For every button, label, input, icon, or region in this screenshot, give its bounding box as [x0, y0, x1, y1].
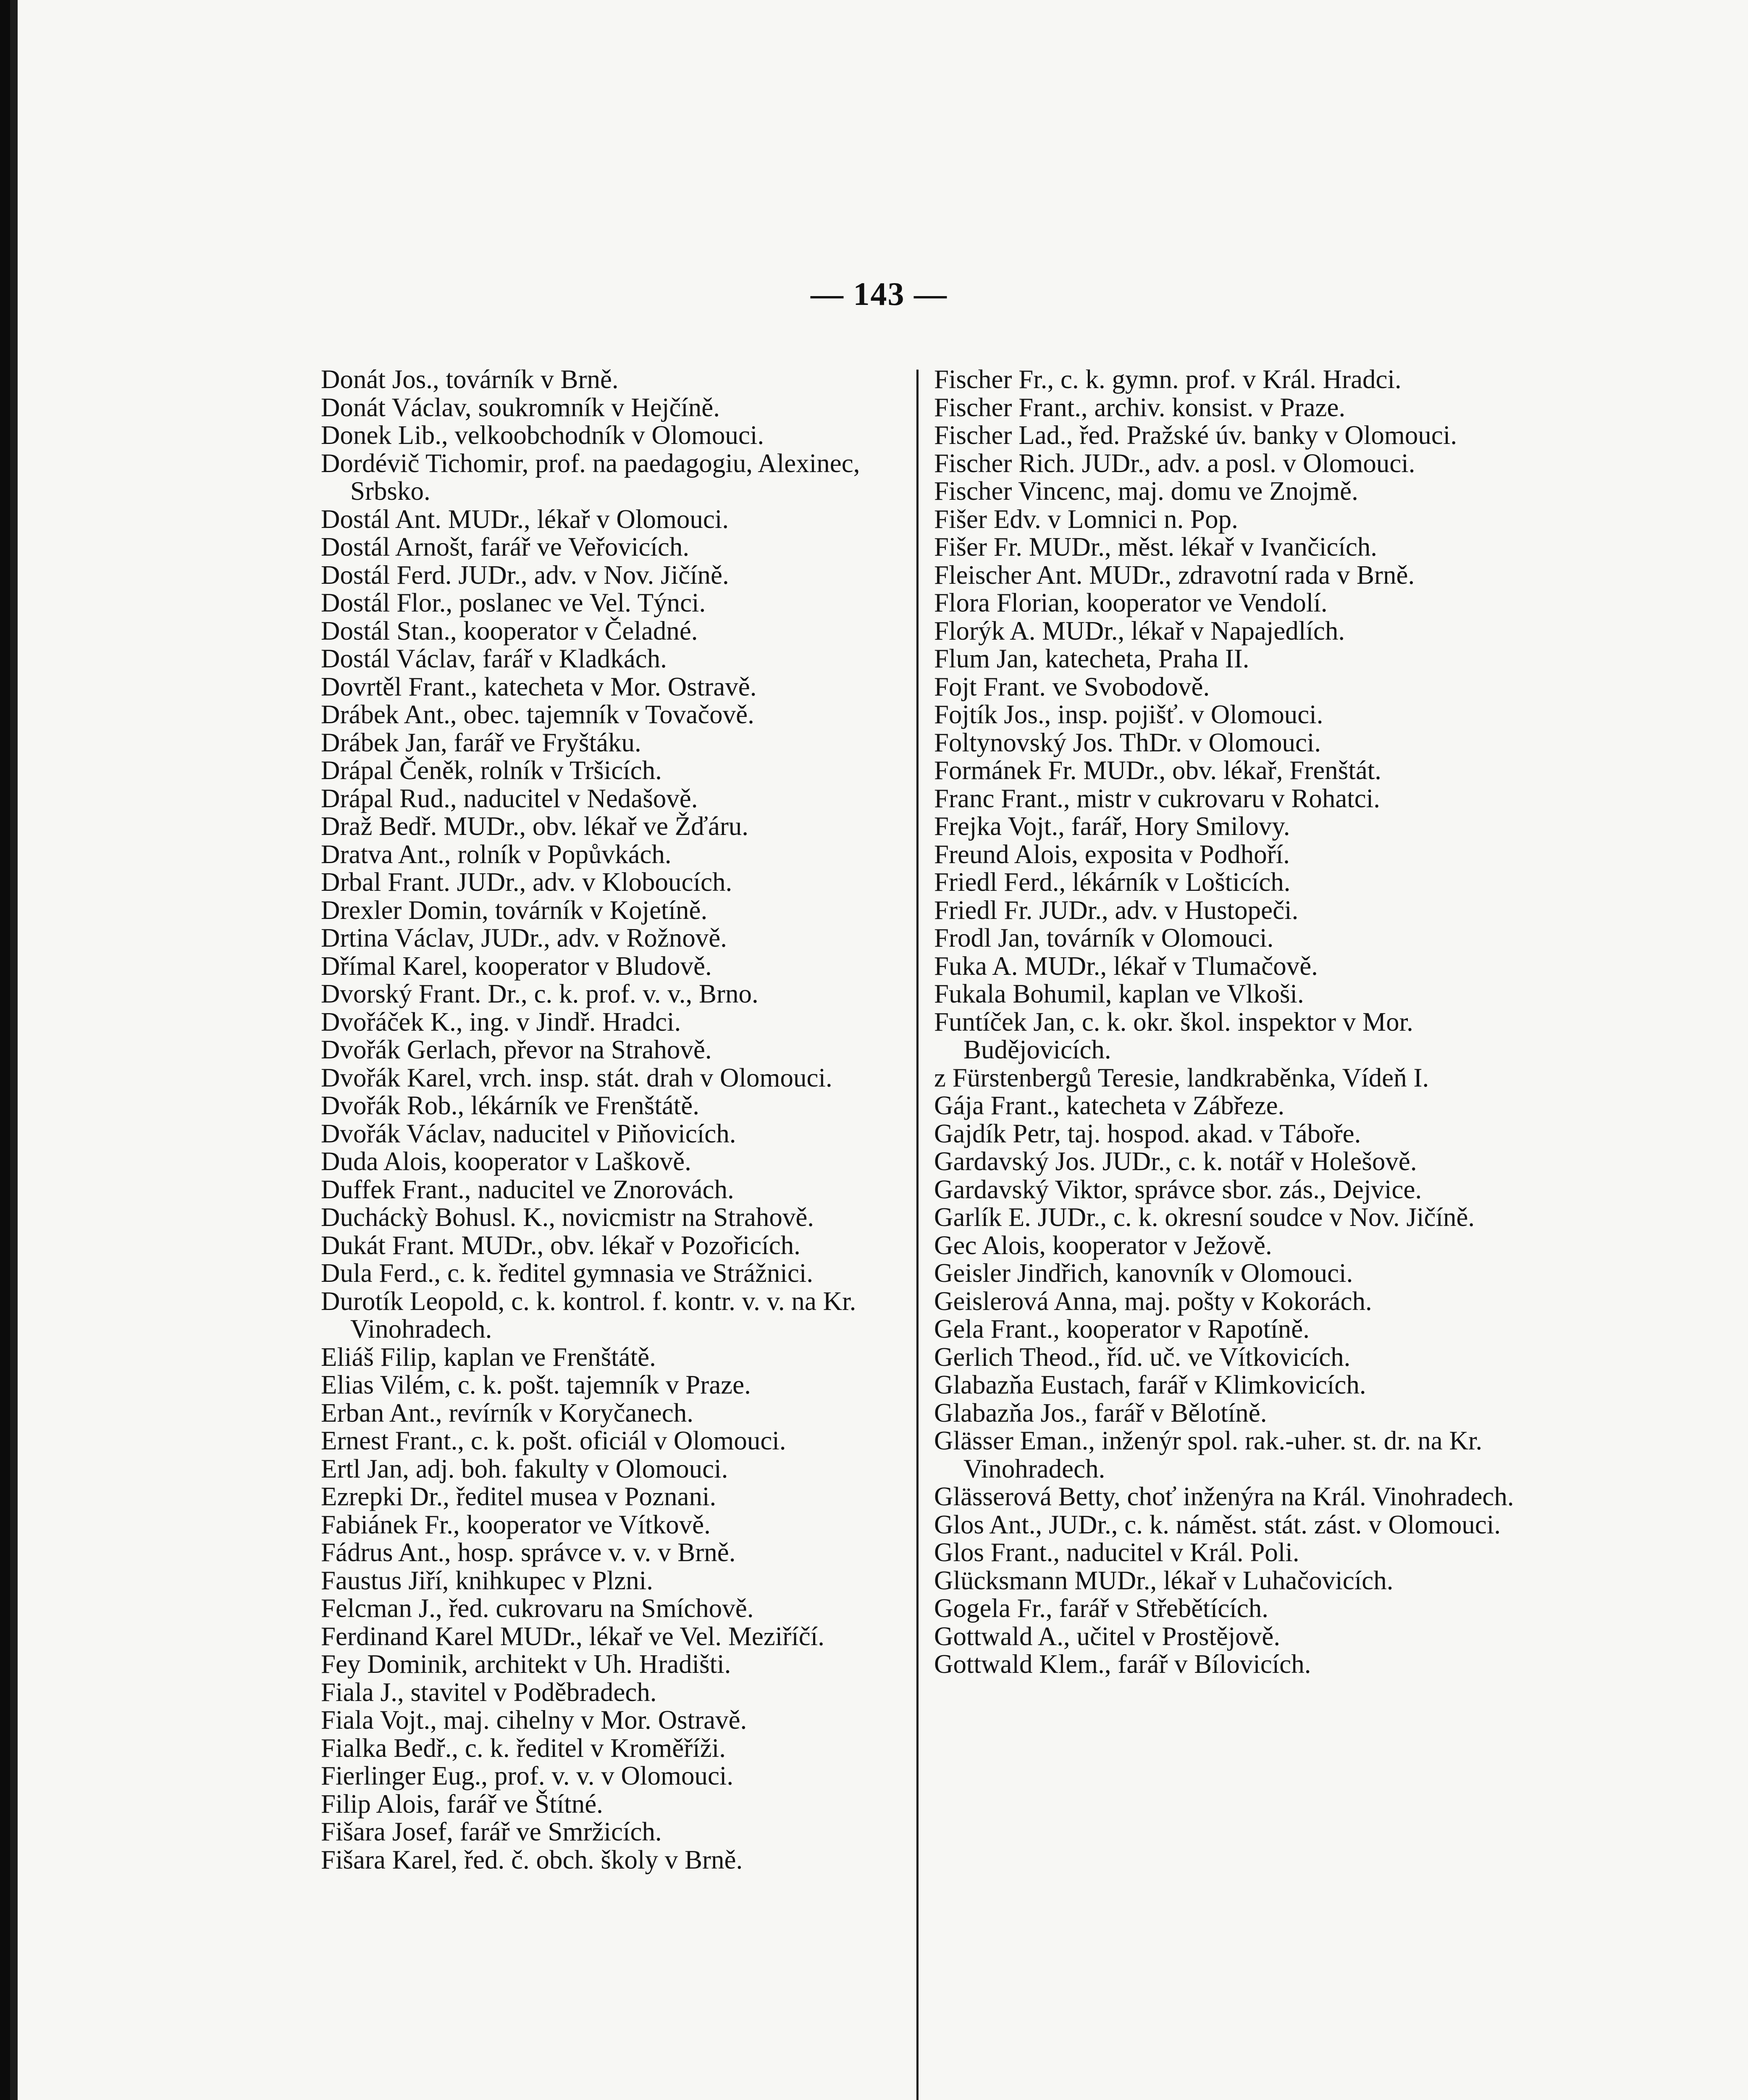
directory-entry: Glässer Eman., inženýr spol. rak.-uher. st. dr. na Kr. Vinohradech. [934, 1426, 1483, 1483]
directory-entry: Geisler Jindřich, kanovník v Olomouci. [934, 1258, 1353, 1288]
directory-entry: Gardavský Viktor, správce sbor. zás., Dejvice. [934, 1174, 1422, 1204]
directory-entry: Fischer Frant., archiv. konsist. v Praze. [934, 392, 1346, 422]
directory-entry: Glabazňa Jos., farář v Bělotíně. [934, 1398, 1267, 1428]
book-page [10, 0, 1748, 2100]
directory-entry: Dovrtěl Frant., katecheta v Mor. Ostravě. [321, 672, 757, 701]
directory-entry: Glabazňa Eustach, farář v Klimkovicích. [934, 1370, 1366, 1399]
directory-entry: Donát Václav, soukromník v Hejčíně. [321, 392, 720, 422]
directory-entry: Dostál Flor., poslanec ve Vel. Týnci. [321, 588, 706, 617]
directory-entry: Fialka Bedř., c. k. ředitel v Kroměříži. [321, 1733, 726, 1763]
directory-entry: Drexler Domin, továrník v Kojetíně. [321, 895, 708, 925]
directory-entry: Florýk A. MUDr., lékař v Napajedlích. [934, 616, 1345, 646]
directory-entry: Dostál Stan., kooperator v Čeladné. [321, 616, 698, 646]
directory-entry: Drábek Ant., obec. tajemník v Tovačově. [321, 700, 754, 729]
directory-entry: Dvořáček K., ing. v Jindř. Hradci. [321, 1007, 681, 1037]
directory-entry: Gec Alois, kooperator v Ježově. [934, 1230, 1272, 1260]
directory-entry: Gardavský Jos. JUDr., c. k. notář v Holešově. [934, 1147, 1417, 1176]
directory-entry: Dostál Ferd. JUDr., adv. v Nov. Jičíně. [321, 560, 729, 590]
directory-entry: Dvořák Václav, naducitel v Piňovicích. [321, 1118, 736, 1148]
directory-entry: Flum Jan, katecheta, Praha II. [934, 644, 1249, 673]
directory-entry: Dostál Ant. MUDr., lékař v Olomouci. [321, 504, 729, 534]
directory-entry: Donek Lib., velkoobchodník v Olomouci. [321, 420, 764, 450]
directory-entry: Geislerová Anna, maj. pošty v Kokorách. [934, 1286, 1372, 1316]
directory-entry: Drábek Jan, farář ve Fryštáku. [321, 727, 641, 757]
directory-entry: Dřímal Karel, kooperator v Bludově. [321, 951, 712, 981]
right-column-directory [934, 365, 1530, 1678]
directory-entry: Gela Frant., kooperator v Rapotíně. [934, 1314, 1310, 1344]
directory-entry: Fey Dominik, architekt v Uh. Hradišti. [321, 1649, 731, 1679]
directory-entry: Eliáš Filip, kaplan ve Frenštátě. [321, 1342, 656, 1372]
directory-entry: Fischer Vincenc, maj. domu ve Znojmě. [934, 476, 1358, 506]
directory-entry: Dukát Frant. MUDr., obv. lékař v Pozořicích. [321, 1230, 801, 1260]
directory-entry: Draž Bedř. MUDr., obv. lékař ve Žďáru. [321, 811, 749, 841]
directory-entry: Drápal Čeněk, rolník v Tršicích. [321, 756, 662, 785]
directory-entry: Fojtík Jos., insp. pojišť. v Olomouci. [934, 700, 1323, 729]
directory-entry: Freund Alois, exposita v Podhoří. [934, 839, 1290, 869]
directory-entry: Duffek Frant., naducitel ve Znorovách. [321, 1174, 734, 1204]
left-column-directory [321, 365, 909, 1874]
directory-entry: Fukala Bohumil, kaplan ve Vlkoši. [934, 979, 1304, 1008]
directory-entry: Frodl Jan, továrník v Olomouci. [934, 923, 1274, 953]
directory-entry: Formánek Fr. MUDr., obv. lékař, Frenštát. [934, 756, 1382, 785]
directory-entry: Ertl Jan, adj. boh. fakulty v Olomouci. [321, 1454, 728, 1483]
directory-entry: Fiala J., stavitel v Poděbradech. [321, 1677, 657, 1707]
directory-entry: Dostál Václav, farář v Kladkách. [321, 644, 667, 673]
directory-entry: Fišara Karel, řed. č. obch. školy v Brně. [321, 1845, 743, 1874]
directory-entry: Fierlinger Eug., prof. v. v. v Olomouci. [321, 1761, 734, 1790]
directory-entry: Funtíček Jan, c. k. okr. škol. inspektor v Mor. Budějovicích. [934, 1007, 1413, 1064]
directory-entry: Filip Alois, farář ve Štítné. [321, 1789, 603, 1819]
directory-entry: Gerlich Theod., říd. uč. ve Vítkovicích. [934, 1342, 1351, 1372]
directory-entry: Duda Alois, kooperator v Laškově. [321, 1147, 691, 1176]
directory-entry: Gottwald A., učitel v Prostějově. [934, 1621, 1281, 1651]
directory-entry: Garlík E. JUDr., c. k. okresní soudce v Nov. Jičíně. [934, 1202, 1475, 1232]
directory-entry: Ducháckỳ Bohusl. K., novicmistr na Strahově. [321, 1202, 814, 1232]
directory-entry: Gogela Fr., farář v Střebětících. [934, 1593, 1268, 1623]
directory-entry: Flora Florian, kooperator ve Vendolí. [934, 588, 1328, 617]
directory-entry: Durotík Leopold, c. k. kontrol. f. kontr. v. v. na Kr. Vinohradech. [321, 1286, 856, 1344]
directory-entry: z Fürstenbergů Teresie, landkraběnka, Vídeň I. [934, 1063, 1429, 1092]
directory-entry: Dratva Ant., rolník v Popůvkách. [321, 839, 672, 869]
directory-entry: Dvořák Rob., lékárník ve Frenštátě. [321, 1091, 700, 1120]
directory-entry: Fleischer Ant. MUDr., zdravotní rada v Brně. [934, 560, 1415, 590]
directory-entry: Gája Frant., katecheta v Zábřeze. [934, 1091, 1285, 1120]
directory-entry: Ernest Frant., c. k. pošt. oficiál v Olomouci. [321, 1426, 786, 1455]
directory-entry: Glos Frant., naducitel v Král. Poli. [934, 1538, 1299, 1567]
directory-entry: Dostál Arnošt, farář ve Veřovicích. [321, 532, 690, 562]
directory-entry: Frejka Vojt., farář, Hory Smilovy. [934, 811, 1290, 841]
column-divider [916, 370, 919, 2100]
directory-entry: Fišara Josef, farář ve Smržicích. [321, 1817, 662, 1846]
directory-entry: Franc Frant., mistr v cukrovaru v Rohatci. [934, 783, 1381, 813]
directory-entry: Dvořák Gerlach, převor na Strahově. [321, 1035, 712, 1064]
directory-entry: Fuka A. MUDr., lékař v Tlumačově. [934, 951, 1318, 981]
directory-entry: Fišer Fr. MUDr., měst. lékař v Ivančicích. [934, 532, 1378, 562]
directory-entry: Glos Ant., JUDr., c. k. náměst. stát. zást. v Olomouci. [934, 1509, 1501, 1539]
directory-entry: Gajdík Petr, taj. hospod. akad. v Táboře. [934, 1118, 1361, 1148]
directory-entry: Gottwald Klem., farář v Bílovicích. [934, 1649, 1311, 1679]
directory-entry: Fišer Edv. v Lomnici n. Pop. [934, 504, 1238, 534]
directory-entry: Dula Ferd., c. k. ředitel gymnasia ve Strážnici. [321, 1258, 814, 1288]
directory-entry: Fádrus Ant., hosp. správce v. v. v Brně. [321, 1538, 736, 1567]
directory-entry: Glücksmann MUDr., lékař v Luhačovicích. [934, 1565, 1394, 1595]
directory-entry: Fischer Lad., řed. Pražské úv. banky v Olomouci. [934, 420, 1457, 450]
page-number: — 143 — [811, 276, 947, 312]
directory-entry: Ezrepki Dr., ředitel musea v Poznani. [321, 1482, 717, 1511]
directory-entry: Drbal Frant. JUDr., adv. v Kloboucích. [321, 867, 732, 897]
directory-entry: Dordévič Tichomir, prof. na paedagogiu, Alexinec, Srbsko. [321, 448, 860, 506]
directory-entry: Dvořák Karel, vrch. insp. stát. drah v Olomouci. [321, 1063, 832, 1092]
page-spine-edge [10, 0, 18, 2100]
directory-entry: Elias Vilém, c. k. pošt. tajemník v Praze. [321, 1370, 751, 1399]
directory-entry: Fojt Frant. ve Svobodově. [934, 672, 1210, 701]
directory-entry: Glässerová Betty, choť inženýra na Král. Vinohradech. [934, 1482, 1514, 1511]
directory-entry: Dvorský Frant. Dr., c. k. prof. v. v., Brno. [321, 979, 759, 1008]
directory-entry: Faustus Jiří, knihkupec v Plzni. [321, 1565, 653, 1595]
directory-entry: Drtina Václav, JUDr., adv. v Rožnově. [321, 923, 727, 953]
directory-entry: Fischer Rich. JUDr., adv. a posl. v Olomouci. [934, 448, 1415, 478]
directory-entry: Felcman J., řed. cukrovaru na Smíchově. [321, 1593, 754, 1623]
directory-entry: Donát Jos., továrník v Brně. [321, 365, 619, 394]
directory-entry: Friedl Ferd., lékárník v Lošticích. [934, 867, 1291, 897]
directory-entry: Fischer Fr., c. k. gymn. prof. v Král. Hradci. [934, 365, 1402, 394]
directory-entry: Friedl Fr. JUDr., adv. v Hustopeči. [934, 895, 1299, 925]
directory-entry: Drápal Rud., naducitel v Nedašově. [321, 783, 698, 813]
directory-entry: Fabiánek Fr., kooperator ve Vítkově. [321, 1509, 711, 1539]
directory-entry: Fiala Vojt., maj. cihelny v Mor. Ostravě. [321, 1705, 747, 1735]
directory-entry: Erban Ant., revírník v Koryčanech. [321, 1398, 693, 1428]
directory-entry: Foltynovský Jos. ThDr. v Olomouci. [934, 727, 1321, 757]
directory-entry: Ferdinand Karel MUDr., lékař ve Vel. Meziříčí. [321, 1621, 824, 1651]
